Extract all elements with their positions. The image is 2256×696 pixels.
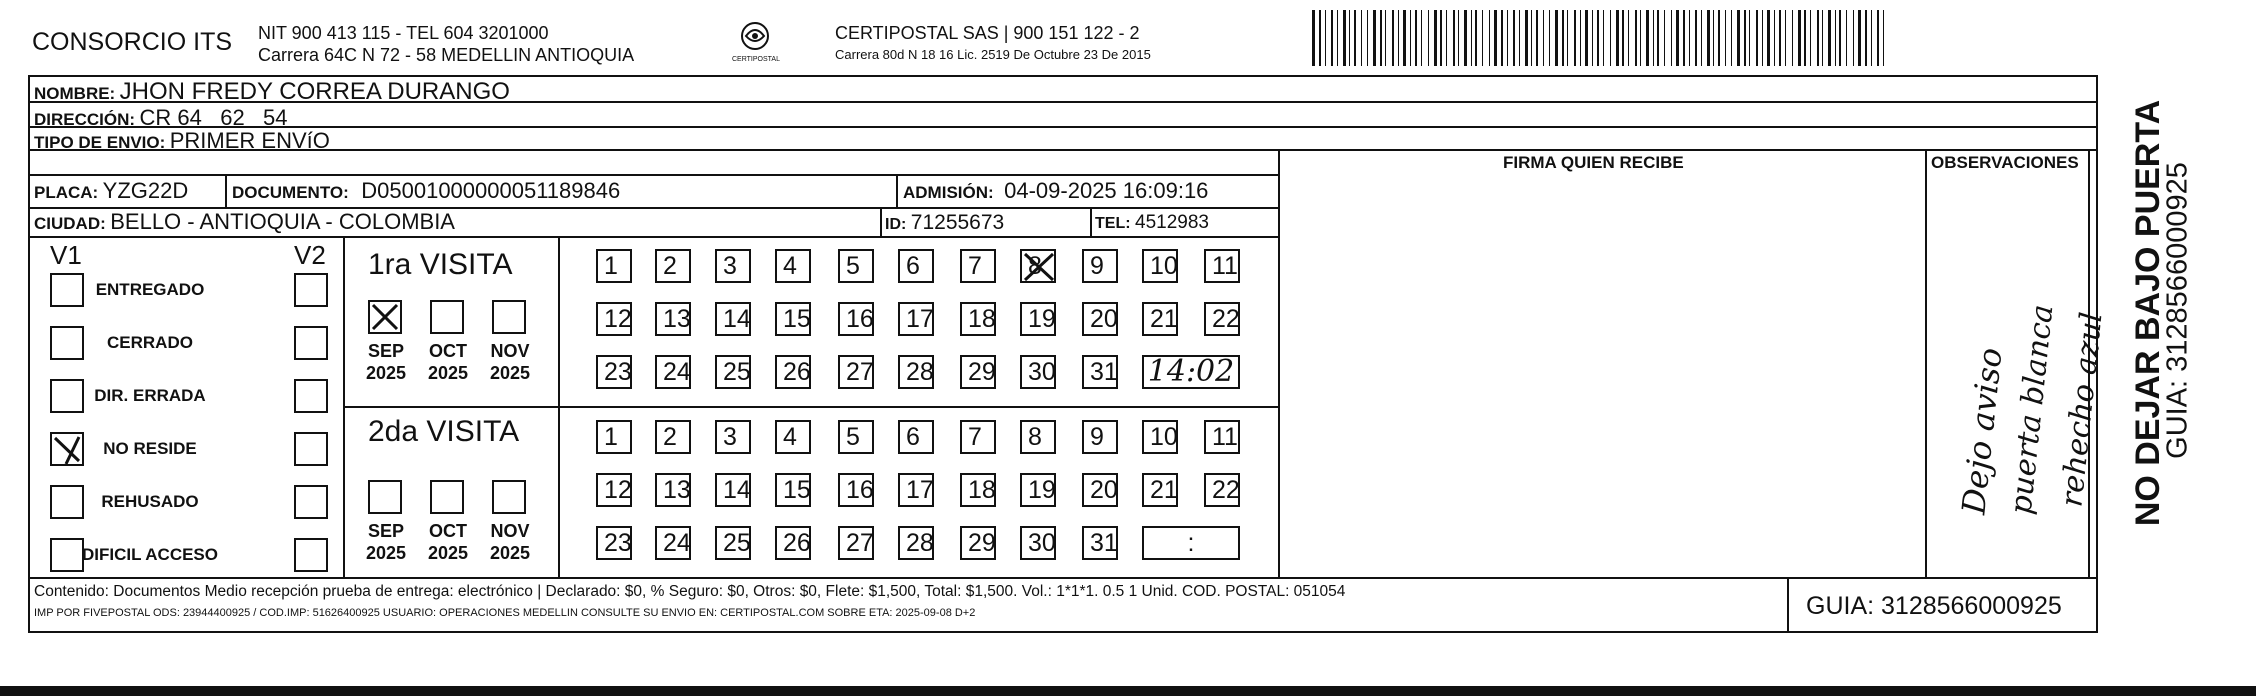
status-option-label: CERRADO (107, 333, 193, 352)
admision-row (903, 180, 1208, 202)
day-number: 25 (723, 358, 751, 386)
tel-row (1095, 213, 1209, 232)
day-box[interactable] (960, 526, 996, 560)
day-box[interactable] (1020, 526, 1056, 560)
day-box[interactable] (960, 473, 996, 507)
day-box[interactable] (775, 249, 811, 283)
status-option-label: REHUSADO (101, 492, 199, 511)
v2-checkbox[interactable] (294, 538, 328, 572)
day-number: 18 (968, 305, 996, 333)
day-number: 3 (723, 252, 737, 280)
day-number: 11 (1212, 423, 1238, 451)
day-number: 9 (1090, 423, 1104, 451)
nombre-value: JHON FREDY CORREA DURANGO (119, 78, 510, 105)
day-number: 15 (783, 476, 811, 504)
day-box[interactable] (775, 526, 811, 560)
month-year: 2025 (365, 363, 407, 383)
day-number: 17 (906, 476, 934, 504)
day-box[interactable] (838, 302, 874, 336)
day-box[interactable] (775, 355, 811, 389)
observaciones-note-3: rehecho azul (2054, 310, 2110, 509)
day-box[interactable] (1142, 302, 1178, 336)
ciudad-row (34, 211, 455, 233)
day-box[interactable] (960, 302, 996, 336)
day-number: 19 (1028, 305, 1056, 333)
admision-label: ADMISIÓN: (903, 183, 994, 202)
day-box[interactable] (1020, 302, 1056, 336)
tipo-value: PRIMER ENVíO (169, 128, 330, 153)
v2-checkbox[interactable] (294, 273, 328, 307)
month-checkbox[interactable] (430, 300, 464, 334)
direccion-label: DIRECCIÓN: (34, 110, 136, 129)
day-box[interactable] (1142, 249, 1178, 283)
day-number: 23 (604, 529, 632, 557)
day-box[interactable] (1020, 249, 1056, 283)
day-number: 13 (663, 476, 691, 504)
day-number: 30 (1028, 529, 1056, 557)
day-box[interactable] (1082, 420, 1118, 454)
day-number: 1 (604, 423, 618, 451)
v2-checkbox[interactable] (294, 432, 328, 466)
day-number: 21 (1150, 305, 1178, 333)
day-box[interactable] (596, 355, 632, 389)
day-number: 20 (1090, 476, 1118, 504)
day-box[interactable] (1082, 473, 1118, 507)
observaciones-header: OBSERVACIONES (1931, 153, 2079, 172)
day-box[interactable] (655, 302, 691, 336)
day-number: 4 (783, 423, 797, 451)
day-box[interactable] (960, 355, 996, 389)
day-box[interactable] (898, 355, 934, 389)
day-box[interactable] (596, 302, 632, 336)
id-value: 71255673 (910, 211, 1005, 234)
day-box[interactable] (1082, 526, 1118, 560)
day-box[interactable] (1204, 302, 1240, 336)
day-number: 2 (663, 423, 677, 451)
day-box[interactable] (655, 420, 691, 454)
day-number: 16 (846, 476, 874, 504)
day-box[interactable] (838, 249, 874, 283)
month-year: 2025 (427, 363, 469, 383)
day-number: 19 (1028, 476, 1056, 504)
admision-value: 04-09-2025 16:09:16 (1004, 178, 1209, 203)
day-number: 21 (1150, 476, 1178, 504)
day-number: 11 (1212, 252, 1238, 280)
month-checkbox[interactable] (368, 480, 402, 514)
observaciones-note-2: puerta blanca (2003, 302, 2061, 517)
nombre-label: NOMBRE: (34, 84, 116, 103)
day-number: 13 (663, 305, 691, 333)
side-title: NO DEJAR BAJO PUERTA (2129, 99, 2167, 527)
month-label: SEP (367, 521, 405, 541)
day-number: 2 (663, 252, 677, 280)
day-box[interactable] (960, 420, 996, 454)
tel-value: 4512983 (1135, 212, 1209, 233)
day-number: 26 (783, 529, 811, 557)
documento-label: DOCUMENTO: (232, 183, 349, 202)
day-box[interactable] (898, 420, 934, 454)
day-number: 7 (968, 252, 982, 280)
day-box[interactable] (1020, 420, 1056, 454)
day-number: 16 (846, 305, 874, 333)
month-year: 2025 (489, 363, 531, 383)
time-value: 14:02 (1147, 354, 1235, 389)
day-number: 5 (846, 423, 860, 451)
day-box[interactable] (775, 302, 811, 336)
month-checkbox[interactable] (430, 480, 464, 514)
month-year: 2025 (427, 543, 469, 563)
day-box[interactable] (715, 473, 751, 507)
day-number: 24 (663, 529, 691, 557)
day-number: 24 (663, 358, 691, 386)
month-label: NOV (490, 341, 530, 361)
day-box[interactable] (1204, 473, 1240, 507)
day-number: 14 (723, 476, 751, 504)
v2-checkbox[interactable] (294, 485, 328, 519)
status-option-label: DIFICIL ACCESO (81, 545, 218, 564)
day-number: 6 (906, 423, 920, 451)
day-box[interactable] (1142, 420, 1178, 454)
observaciones-notes (1932, 172, 2110, 574)
logo-caption: CERTIPOSTAL (732, 56, 780, 63)
day-number: 22 (1212, 305, 1240, 333)
day-number: 4 (783, 252, 797, 280)
documento-row (232, 180, 620, 202)
day-box[interactable] (1204, 420, 1240, 454)
month-year: 2025 (365, 543, 407, 563)
day-number: 23 (604, 358, 632, 386)
day-number: 25 (723, 529, 751, 557)
month-label: OCT (429, 341, 467, 361)
placa-label: PLACA: (34, 183, 99, 202)
day-number: 31 (1090, 358, 1118, 386)
day-number: 29 (968, 358, 996, 386)
status-option-label: DIR. ERRADA (94, 386, 206, 405)
direccion-row (34, 107, 288, 129)
day-box[interactable] (775, 473, 811, 507)
bottom-bar (0, 686, 2256, 696)
visit2-title: 2da VISITA (368, 415, 520, 448)
day-number: 28 (906, 529, 934, 557)
day-number: 10 (1150, 252, 1178, 280)
month-checkbox[interactable] (492, 480, 526, 514)
day-box[interactable] (715, 526, 751, 560)
day-box[interactable] (1204, 249, 1240, 283)
day-box[interactable] (1142, 473, 1178, 507)
day-number: 12 (604, 305, 632, 333)
carrier-name: CERTIPOSTAL SAS | 900 151 122 - 2 (835, 23, 1140, 43)
day-box[interactable] (715, 420, 751, 454)
day-box[interactable] (898, 473, 934, 507)
month-year: 2025 (489, 543, 531, 563)
day-number: 27 (846, 529, 874, 557)
visit1-title: 1ra VISITA (368, 248, 513, 281)
day-number: 10 (1150, 423, 1178, 451)
nombre-row (34, 80, 510, 104)
side-guia: GUIA: 3128566000925 (2161, 162, 2194, 459)
v2-checkbox[interactable] (294, 326, 328, 360)
firma-header: FIRMA QUIEN RECIBE (1503, 153, 1684, 172)
v2-label: V2 (294, 240, 326, 270)
month-checkbox[interactable] (492, 300, 526, 334)
day-box[interactable] (960, 249, 996, 283)
day-box[interactable] (1082, 249, 1118, 283)
status-option-label: ENTREGADO (95, 280, 205, 299)
documento-value: D05001000000051189846 (361, 178, 621, 203)
day-box[interactable] (655, 355, 691, 389)
day-box[interactable] (655, 526, 691, 560)
carrier-address: Carrera 80d N 18 16 Lic. 2519 De Octubre 23 De 2015 (835, 47, 1151, 62)
month-label: SEP (367, 341, 405, 361)
day-box[interactable] (898, 526, 934, 560)
day-box[interactable] (715, 302, 751, 336)
status-option-label: NO RESIDE (103, 439, 197, 458)
day-box[interactable] (596, 420, 632, 454)
day-number: 28 (906, 358, 934, 386)
day-box[interactable] (775, 420, 811, 454)
day-number: 9 (1090, 252, 1104, 280)
footer-line2: IMP POR FIVEPOSTAL ODS: 23944400925 / COD.IMP: 51626400925 USUARIO: OPERACIONES MEDELLIN CONSULTE SU ENVIO EN: CERTIPOSTAL.COM SOBRE ETA: 2025-09-08 D+2 (34, 607, 976, 619)
ciudad-value: BELLO - ANTIOQUIA - COLOMBIA (110, 209, 455, 234)
time-box[interactable] (1142, 526, 1240, 560)
day-number: 27 (846, 358, 874, 386)
id-row (885, 212, 1004, 233)
day-number: 6 (906, 252, 920, 280)
id-label: ID: (885, 216, 907, 233)
day-box[interactable] (596, 249, 632, 283)
day-box[interactable] (1020, 355, 1056, 389)
day-number: 30 (1028, 358, 1056, 386)
day-box[interactable] (596, 526, 632, 560)
company-nit: NIT 900 413 115 - TEL 604 3201000 (258, 23, 549, 43)
day-box[interactable] (1082, 302, 1118, 336)
day-number: 31 (1090, 529, 1118, 557)
day-box[interactable] (596, 473, 632, 507)
v1-label: V1 (50, 240, 82, 270)
day-number: 18 (968, 476, 996, 504)
tel-label: TEL: (1095, 215, 1131, 232)
month-checkbox[interactable] (368, 300, 402, 334)
day-box[interactable] (898, 249, 934, 283)
day-number: 29 (968, 529, 996, 557)
day-number: 17 (906, 305, 934, 333)
company-name: CONSORCIO ITS (32, 28, 233, 56)
day-number: 26 (783, 358, 811, 386)
day-number: 15 (783, 305, 811, 333)
footer-line1: Contenido: Documentos Medio recepción prueba de entrega: electrónico | Declarado: $0, % Seguro: $0, Otros: $0, Flete: $1,500, Total: $1,500. Vol.: 1*1*1. 0.5 1 Unid. COD. POSTAL: 051054 (34, 583, 1346, 600)
day-box[interactable] (838, 473, 874, 507)
direccion-value: CR 64 62 54 (139, 105, 288, 130)
day-box[interactable] (838, 526, 874, 560)
company-address: Carrera 64C N 72 - 58 MEDELLIN ANTIOQUIA (258, 45, 635, 65)
time-box[interactable] (1142, 355, 1240, 389)
day-box[interactable] (715, 249, 751, 283)
day-number: 8 (1028, 252, 1042, 280)
side-label (2108, 96, 2194, 556)
placa-row (34, 180, 188, 202)
month-label: NOV (490, 521, 530, 541)
ciudad-label: CIUDAD: (34, 214, 106, 233)
day-box[interactable] (898, 302, 934, 336)
day-box[interactable] (655, 473, 691, 507)
day-number: 20 (1090, 305, 1118, 333)
day-box[interactable] (655, 249, 691, 283)
day-number: 5 (846, 252, 860, 280)
day-number: 8 (1028, 423, 1042, 451)
tipo-label: TIPO DE ENVIO: (34, 133, 166, 152)
day-number: 1 (604, 252, 618, 280)
placa-value: YZG22D (102, 178, 189, 203)
day-number: 3 (723, 423, 737, 451)
day-box[interactable] (838, 355, 874, 389)
footer-guia: GUIA: 3128566000925 (1806, 592, 2062, 620)
day-number: 14 (723, 305, 751, 333)
day-box[interactable] (715, 355, 751, 389)
v2-checkbox[interactable] (294, 379, 328, 413)
tipo-row (34, 130, 330, 152)
day-box[interactable] (1082, 355, 1118, 389)
time-value: : (1187, 529, 1195, 557)
observaciones-note-1: Dejo aviso (1954, 345, 2010, 517)
month-label: OCT (429, 521, 467, 541)
day-number: 22 (1212, 476, 1240, 504)
day-number: 7 (968, 423, 982, 451)
day-number: 12 (604, 476, 632, 504)
day-box[interactable] (1020, 473, 1056, 507)
day-box[interactable] (838, 420, 874, 454)
